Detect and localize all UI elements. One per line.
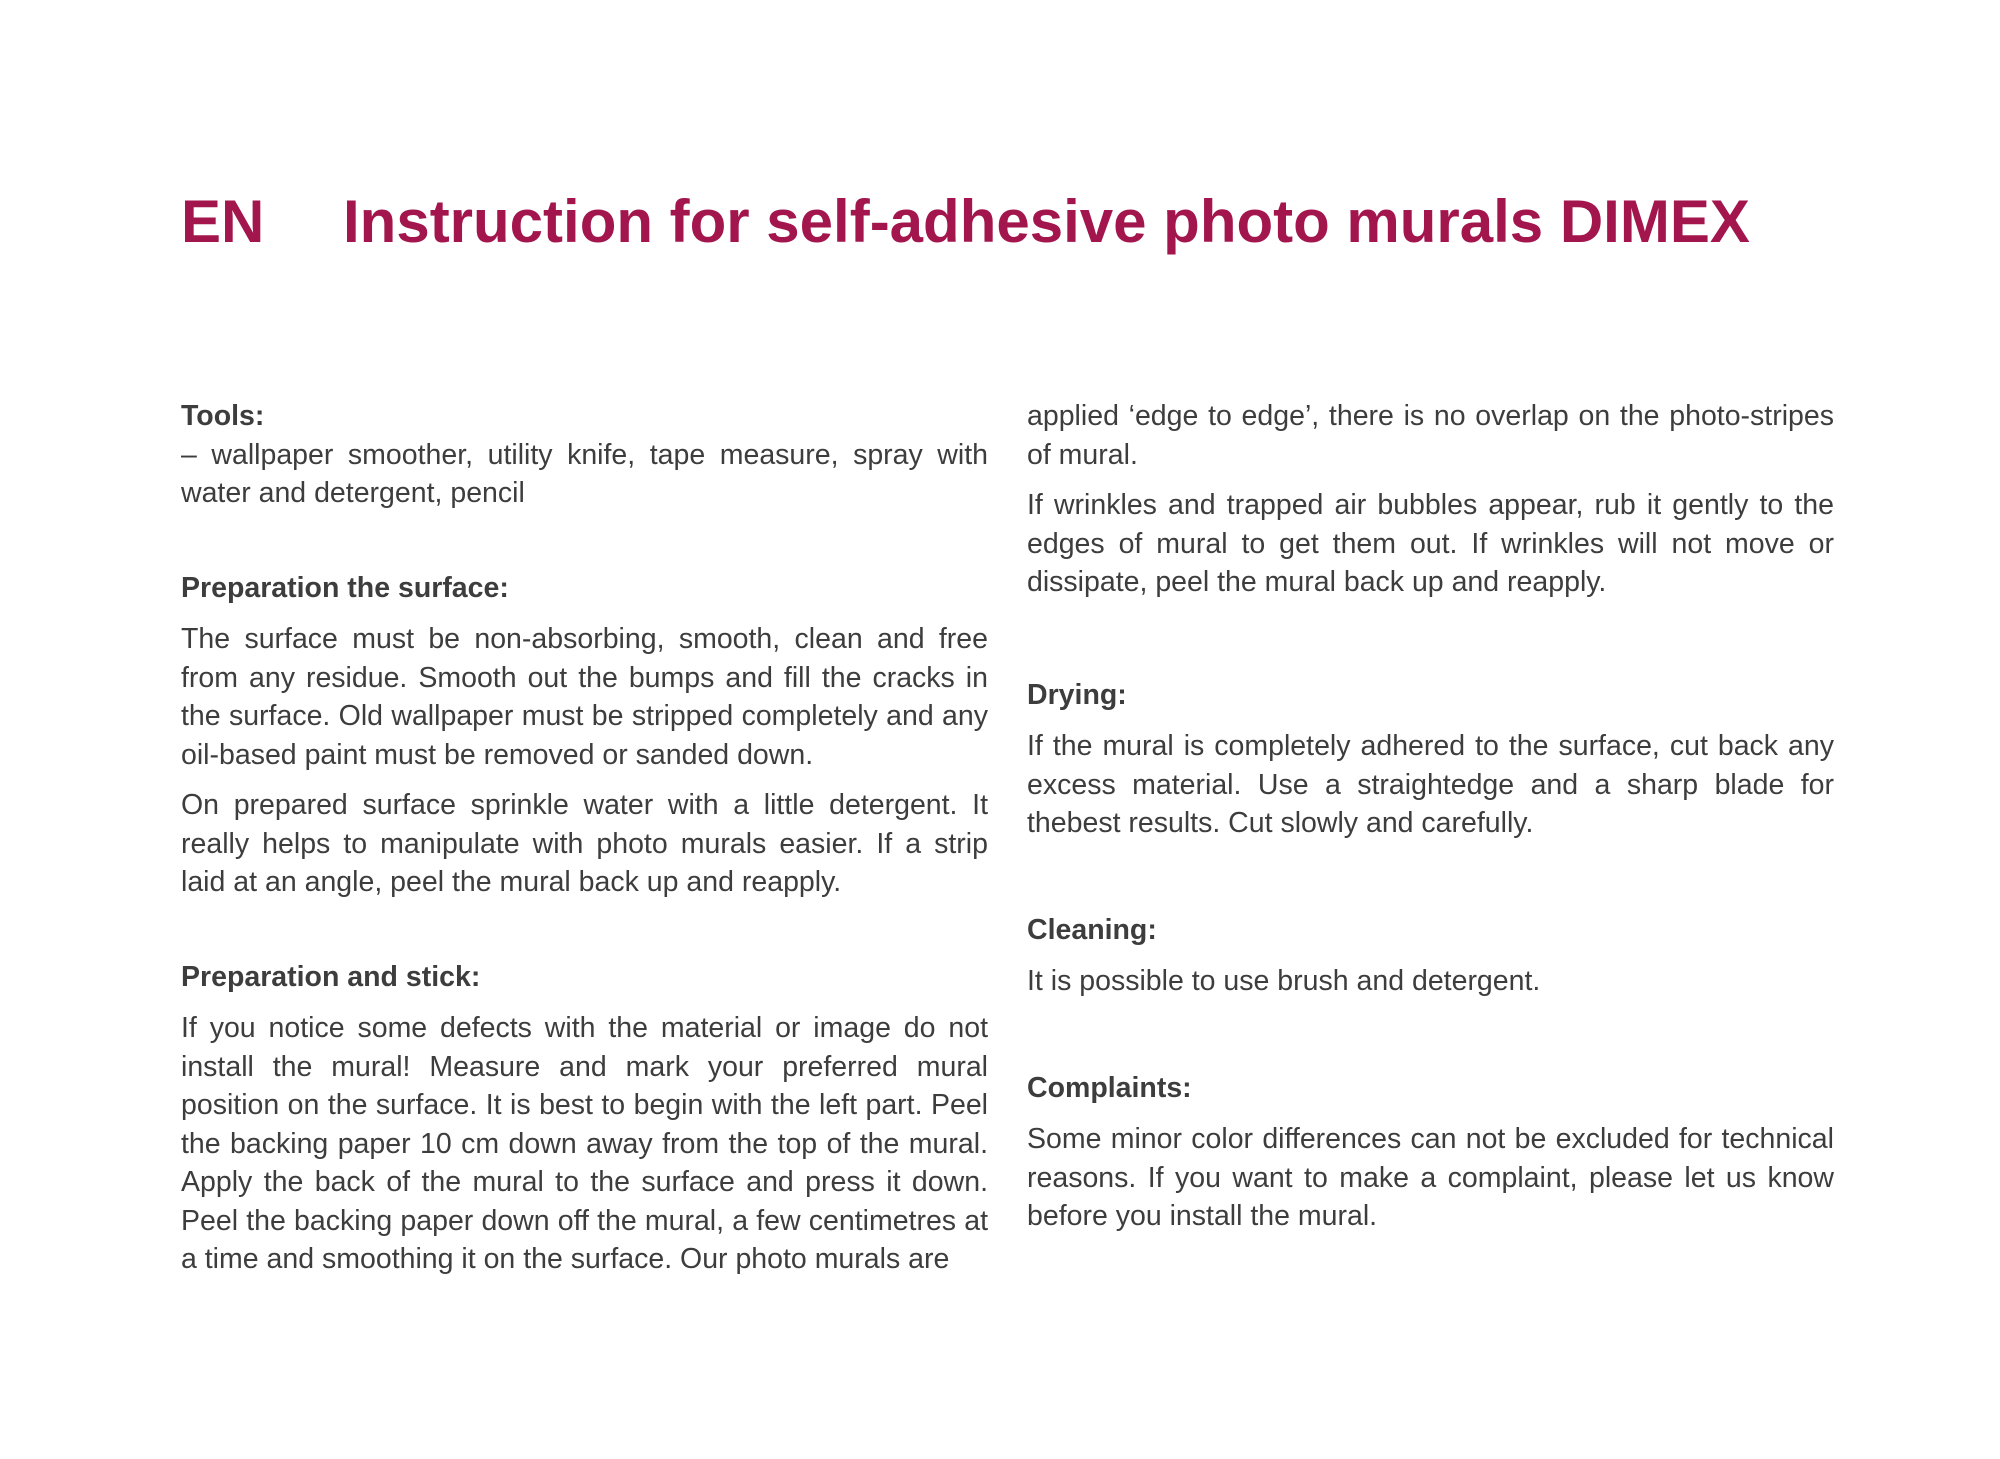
right-column: [1027, 397, 1834, 1248]
section-complaints: [1027, 1069, 1834, 1236]
left-column: [181, 397, 988, 1291]
language-code: EN: [181, 188, 265, 255]
section-paragraph: If wrinkles and trapped air bubbles appear, rub it gently to the edges of mural to get them out. If wrinkles will not move or dissipate, peel the mural back up and reapply.: [1027, 489, 1834, 598]
page-header: [181, 184, 1750, 260]
section-title: Preparation and stick:: [181, 960, 481, 993]
section-cleaning: [1027, 911, 1834, 1001]
section-paragraph: It is possible to use brush and detergent.: [1027, 965, 1541, 997]
section-paragraph: The surface must be non-absorbing, smooth, clean and free from any residue. Smooth out the bumps and fill the cracks in the surface. Old wallpaper must be stripped completely and any oil-based paint must be removed or sanded down.: [181, 623, 988, 771]
section-preparation-surface: [181, 569, 988, 902]
section-paragraph: On prepared surface sprinkle water with a little detergent. It really helps to manipulate with photo murals easier. If a strip laid at an angle, peel the mural back up and reapply.: [181, 789, 988, 898]
section-paragraph: If the mural is completely adhered to the surface, cut back any excess material. Use a straightedge and a sharp blade for thebest results. Cut slowly and carefully.: [1027, 730, 1834, 839]
section-tools: [181, 397, 988, 513]
section-paragraph: applied ‘edge to edge’, there is no overlap on the photo-stripes of mural.: [1027, 400, 1834, 471]
section-drying: [1027, 676, 1834, 843]
section-title: Cleaning:: [1027, 913, 1157, 946]
section-title: Drying:: [1027, 678, 1127, 711]
page-title: Instruction for self-adhesive photo murals DIMEX: [343, 188, 1750, 255]
section-paragraph: – wallpaper smoother, utility knife, tape measure, spray with water and detergent, pencil: [181, 438, 988, 509]
section-title: Tools:: [181, 400, 265, 432]
section-paragraph: If you notice some defects with the material or image do not install the mural! Measure and mark your preferred mural position on the surface. It is best to begin with the left part. Peel the backing paper 10 cm down away from the top of the mural. Apply the back of the mural to the surface and press it down. Peel the backing paper down off the mural, a few centimetres at a time and smoothing it on the surface. Our photo murals are: [181, 1012, 988, 1275]
section-title: Preparation the surface:: [181, 571, 509, 604]
section-preparation-stick: [181, 958, 988, 1279]
section-preparation-stick-continued: [1027, 397, 1834, 602]
section-paragraph: Some minor color differences can not be excluded for technical reasons. If you want to make a complaint, please let us know before you install the mural.: [1027, 1123, 1834, 1232]
section-title: Complaints:: [1027, 1071, 1192, 1104]
